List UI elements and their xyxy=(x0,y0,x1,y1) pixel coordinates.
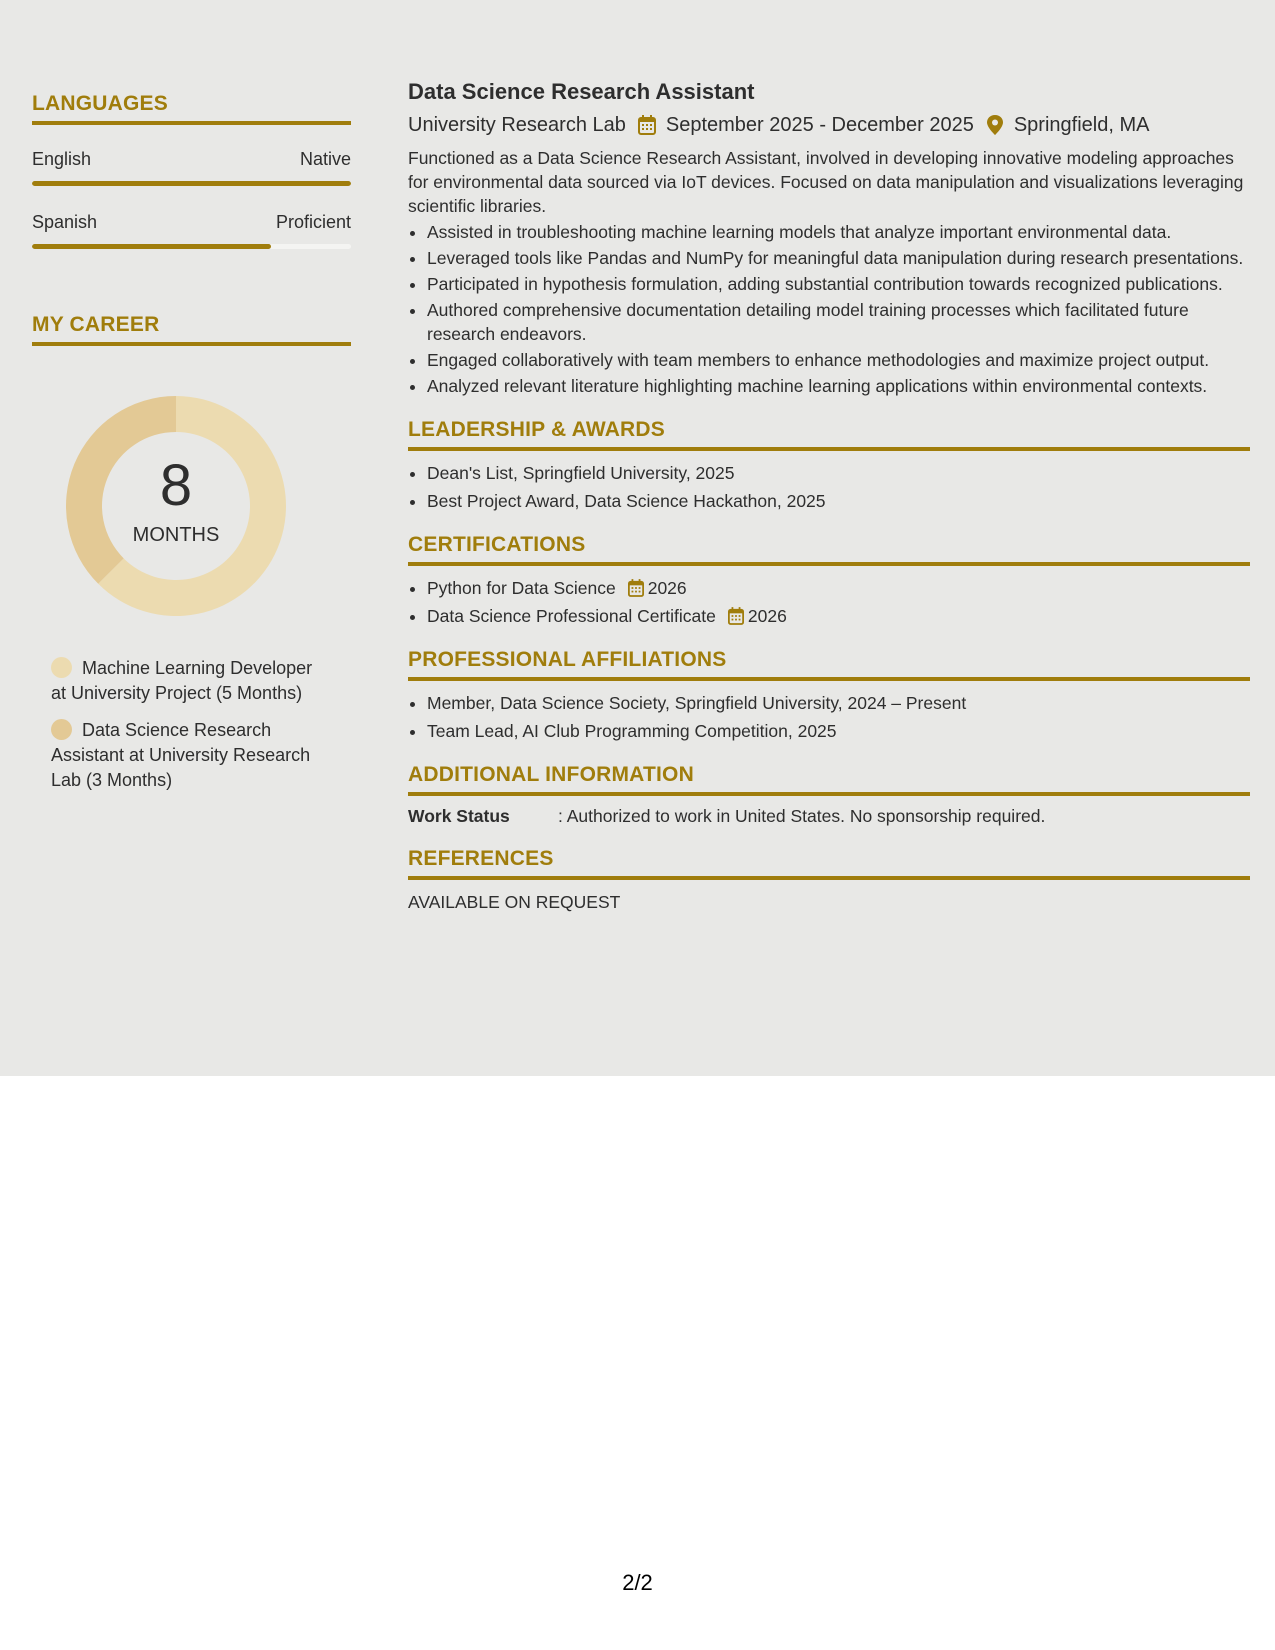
legend-dot xyxy=(51,719,72,740)
job-bullet: • Participated in hypothesis formulation, adding substantial contribution towards recognized publications. xyxy=(427,272,1250,296)
left-column xyxy=(32,92,351,805)
certification-year: 2026 xyxy=(647,578,687,598)
languages-heading: LANGUAGES xyxy=(32,92,351,125)
language-proficiency-fill xyxy=(32,181,351,186)
affiliations-heading: PROFESSIONAL AFFILIATIONS xyxy=(408,648,1250,681)
language-proficiency-bar xyxy=(32,181,351,186)
page-indicator: 2/2 xyxy=(622,1570,653,1595)
affiliations-section xyxy=(408,648,1250,743)
job-bullet: • Leveraged tools like Pandas and NumPy for meaningful data manipulation during research presentations. xyxy=(427,246,1250,270)
legend-dot xyxy=(51,657,72,678)
leadership-item: • Dean's List, Springfield University, 2025 xyxy=(427,461,1250,485)
right-column xyxy=(408,78,1250,913)
language-level: Proficient xyxy=(275,212,351,232)
work-status-row xyxy=(408,806,1250,827)
language-item xyxy=(32,149,351,186)
certification-item xyxy=(427,576,1250,600)
career-legend-item xyxy=(51,656,331,706)
job-bullet: • Engaged collaboratively with team members to enhance methodologies and maximize project output. xyxy=(427,348,1250,372)
certification-name: Data Science Professional Certificate xyxy=(427,606,716,626)
career-heading: MY CAREER xyxy=(32,313,351,346)
certifications-section xyxy=(408,533,1250,628)
language-name: Spanish xyxy=(32,212,98,232)
references-text: AVAILABLE ON REQUEST xyxy=(408,892,621,912)
leadership-section xyxy=(408,418,1250,513)
calendar-icon xyxy=(628,579,644,597)
career-legend-item xyxy=(51,718,331,793)
job-description: Functioned as a Data Science Research Assistant, involved in developing innovative modeling approaches for environmental data sourced via IoT devices. Focused on data manipulation and visualizations leveraging scientific libraries. xyxy=(408,148,1244,216)
job-location: Springfield, MA xyxy=(1013,114,1150,136)
leadership-heading: LEADERSHIP & AWARDS xyxy=(408,418,1250,451)
calendar-icon xyxy=(638,115,656,135)
career-legend-label: Machine Learning Developer at University Project (5 Months) xyxy=(51,658,313,703)
job-bullets xyxy=(408,220,1250,398)
certifications-heading: CERTIFICATIONS xyxy=(408,533,1250,566)
leadership-item: • Best Project Award, Data Science Hackathon, 2025 xyxy=(427,489,1250,513)
references-heading: REFERENCES xyxy=(408,847,1250,880)
language-proficiency-bar xyxy=(32,244,351,249)
career-donut-chart xyxy=(56,386,296,626)
job-company: University Research Lab xyxy=(408,114,626,136)
certification-name: Python for Data Science xyxy=(427,578,616,598)
additional-info-heading: ADDITIONAL INFORMATION xyxy=(408,763,1250,796)
job-title: Data Science Research Assistant xyxy=(408,79,755,104)
language-level: Native xyxy=(299,149,351,169)
career-legend xyxy=(32,656,351,793)
work-status-label: Work Status xyxy=(408,806,510,826)
language-proficiency-fill xyxy=(32,244,271,249)
job-bullet: • Authored comprehensive documentation detailing model training processes which facilitated future research endeavors. xyxy=(427,298,1250,346)
certification-year: 2026 xyxy=(747,606,787,626)
job-meta xyxy=(408,112,1250,138)
calendar-icon xyxy=(728,607,744,625)
affiliation-item: • Team Lead, AI Club Programming Competition, 2025 xyxy=(427,719,1250,743)
career-total-unit: MONTHS xyxy=(132,524,220,546)
language-item xyxy=(32,212,351,249)
job-bullet: • Assisted in troubleshooting machine learning models that analyze important environmental data. xyxy=(427,220,1250,244)
work-status-value: : Authorized to work in United States. No sponsorship required. xyxy=(558,806,1046,826)
references-section xyxy=(408,847,1250,913)
affiliation-item: • Member, Data Science Society, Springfield University, 2024 – Present xyxy=(427,691,1250,715)
certification-item xyxy=(427,604,1250,628)
career-legend-label: Data Science Research Assistant at University Research Lab (3 Months) xyxy=(51,720,311,790)
career-total-value: 8 xyxy=(159,453,193,518)
map-pin-icon xyxy=(986,115,1004,135)
job-bullet: • Analyzed relevant literature highlighting machine learning applications within environmental contexts. xyxy=(427,374,1250,398)
language-name: English xyxy=(32,149,92,169)
job-dates: September 2025 - December 2025 xyxy=(665,114,974,136)
additional-info-section xyxy=(408,763,1250,827)
